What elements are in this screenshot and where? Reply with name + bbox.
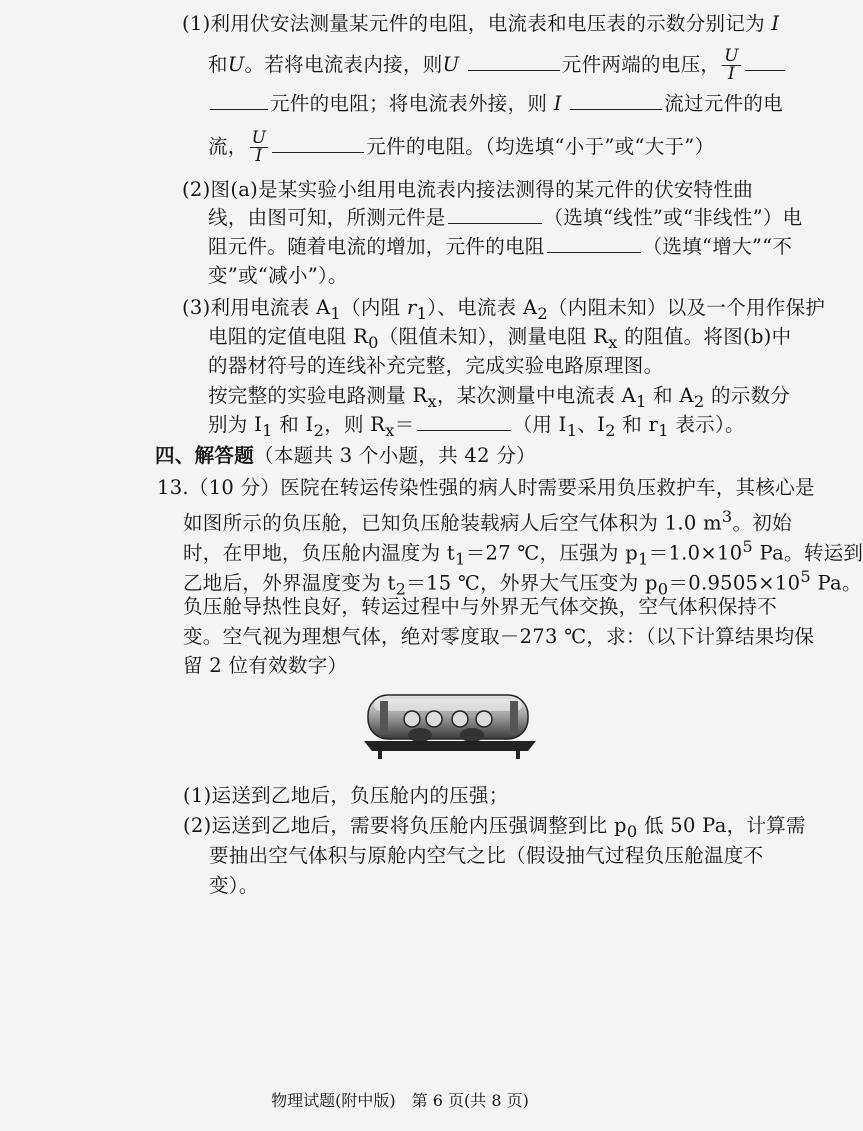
- answer-blank[interactable]: [448, 205, 542, 224]
- q3-line2: 电阻的定值电阻 $R_0$（阻值未知），测量电阻 $R_x$ 的阻值。将图(b)中: [208, 325, 792, 352]
- answer-blank[interactable]: [570, 91, 662, 110]
- answer-blank[interactable]: [417, 412, 511, 431]
- answer-blank[interactable]: [745, 52, 785, 71]
- q3-line4: 按完整的实验电路测量 $R_x$，某次测量中电流表 $A_1$ 和 $A_2$ 的示数分: [208, 384, 791, 411]
- answer-blank[interactable]: [210, 91, 268, 110]
- fraction-u-over-i: $\frac{U}{I}$: [724, 46, 739, 84]
- q2-line3: 阻元件。随着电流的增加，元件的电阻 （选填“增大”“不: [208, 235, 793, 258]
- answer-blank[interactable]: [547, 234, 641, 253]
- q13-line4: 乙地后，外界温度变为 $t_2=15$ ℃，外界大气压变为 $p_0=0.9505\times 10^5$ Pa。: [183, 567, 862, 599]
- fraction-u-over-i: $\frac{U}{I}$: [251, 128, 267, 166]
- q13-subquestion-1: (1)运送到乙地后，负压舱内的压强；: [183, 784, 509, 807]
- q3-line3: 的器材符号的连线补充完整，完成实验电路原理图。: [208, 354, 664, 377]
- negative-pressure-capsule-illustration: [360, 685, 540, 765]
- q13-line3: 时，在甲地，负压舱内温度为 $t_1=27$ ℃，压强为 $p_1=1.0\times 10^5$ Pa。转运到: [183, 537, 863, 569]
- q2-line1: (2)图(a)是某实验小组用电流表内接法测得的某元件的伏安特性曲: [182, 178, 754, 201]
- q13-line7: 留 2 位有效数字）: [183, 654, 348, 677]
- q1-line2: 和U。若将电流表内接，则U 元件两端的电压， $\frac{U}{I}$: [208, 48, 787, 83]
- q1-line3: 元件的电阻；将电流表外接，则 I 流过元件的电: [208, 90, 783, 118]
- q13-line1: 13.（10 分）医院在转运传染性强的病人时需要采用负压救护车，其核心是: [157, 476, 815, 499]
- q13-line6: 变。空气视为理想气体，绝对零度取－273 ℃，求：（以下计算结果均保: [183, 625, 815, 648]
- answer-blank[interactable]: [468, 52, 560, 71]
- q3-line1: (3)利用电流表 $A_1$（内阻 $r_1$）、电流表 $A_2$（内阻未知）以及一个用作保护: [182, 296, 826, 323]
- q13-line5: 负压舱导热性良好，转运过程中与外界无气体交换，空气体积保持不: [183, 595, 778, 618]
- q2-line4: 变”或“减小”）。: [208, 264, 348, 287]
- q13-subquestion-2-line2: 要抽出空气体积与原舱内空气之比（假设抽气过程负压舱温度不: [209, 844, 764, 867]
- q2-line2: 线，由图可知，所测元件是 （选填“线性”或“非线性”）电: [208, 206, 803, 229]
- q13-subquestion-2-line1: (2)运送到乙地后，需要将负压舱内压强调整到比 $p_0$ 低 50 Pa，计算需: [183, 814, 806, 841]
- q13-subquestion-2-line3: 变）。: [209, 874, 259, 897]
- q13-line2: 如图所示的负压舱，已知负压舱装载病人后空气体积为 1.0 $m^3$。初始: [183, 507, 792, 535]
- q1-line4: 流， $\frac{U}{I}$ 元件的电阻。（均选填“小于”或“大于”）: [208, 128, 715, 166]
- q1-line1: (1)利用伏安法测量某元件的电阻，电流表和电压表的示数分别记为 I: [182, 12, 780, 35]
- page-footer: 物理试题(附中版) 第 6 页(共 8 页): [271, 1091, 529, 1110]
- q3-line5: 别为 $I_1$ 和 $I_2$，则 $R_x=$ （用 $I_1$、$I_2$ 和 $r_1$ 表示）。: [208, 413, 745, 440]
- section-heading: 四、解答题（本题共 3 个小题，共 42 分）: [155, 444, 536, 467]
- answer-blank[interactable]: [272, 134, 364, 153]
